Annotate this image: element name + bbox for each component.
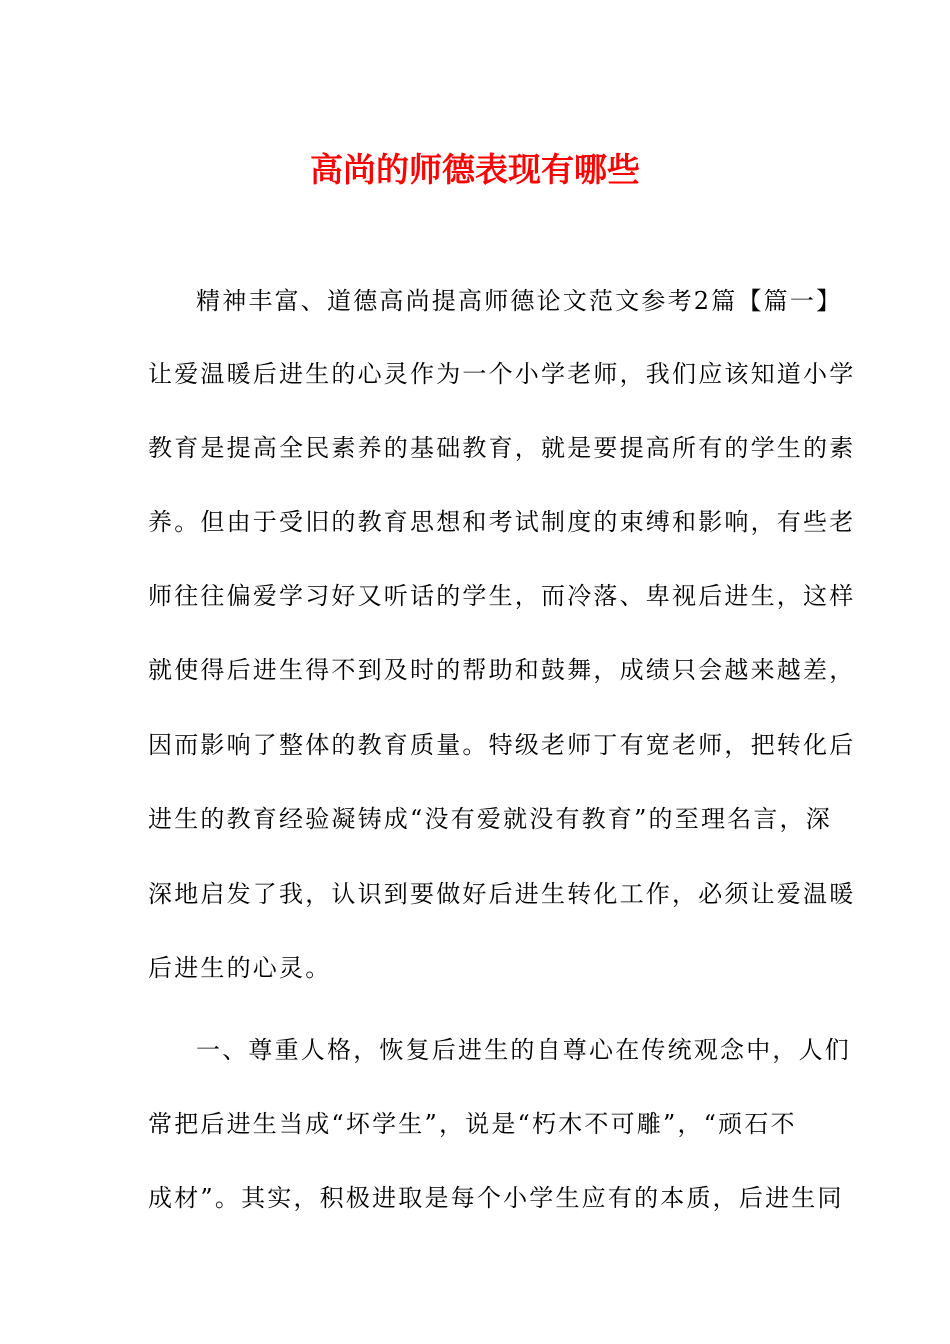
document-title: 高尚的师德表现有哪些	[310, 150, 640, 189]
paragraph-line: 师往往偏爱学习好又听话的学生，而冷落、卑视后进生，这样	[148, 582, 856, 610]
paragraph-line: 进生的教育经验凝铸成“没有爱就没有教育”的至理名言，深	[148, 805, 832, 833]
paragraph-line: 精神丰富、道德高尚提高师德论文范文参考2篇【篇一】	[196, 287, 843, 315]
paragraph-line: 因而影响了整体的教育质量。特级老师丁有宽老师，把转化后	[148, 731, 856, 759]
paragraph-line: 让爱温暖后进生的心灵作为一个小学老师，我们应该知道小学	[148, 360, 856, 388]
paragraph-line: 成材”。其实，积极进取是每个小学生应有的本质，后进生同	[148, 1184, 844, 1212]
paragraph-line: 常把后进生当成“坏学生”，说是“朽木不可雕”，“顽石不	[148, 1110, 797, 1138]
paragraph-line: 养。但由于受旧的教育思想和考试制度的束缚和影响，有些老	[148, 508, 856, 536]
paragraph-line: 教育是提高全民素养的基础教育，就是要提高所有的学生的素	[148, 434, 856, 462]
paragraph-line: 深地启发了我，认识到要做好后进生转化工作，必须让爱温暖	[148, 880, 856, 908]
paragraph-line: 后进生的心灵。	[148, 954, 332, 982]
paragraph-line: 一、尊重人格，恢复后进生的自尊心在传统观念中，人们	[196, 1036, 851, 1064]
paragraph-line: 就使得后进生得不到及时的帮助和鼓舞，成绩只会越来越差，	[148, 656, 856, 684]
